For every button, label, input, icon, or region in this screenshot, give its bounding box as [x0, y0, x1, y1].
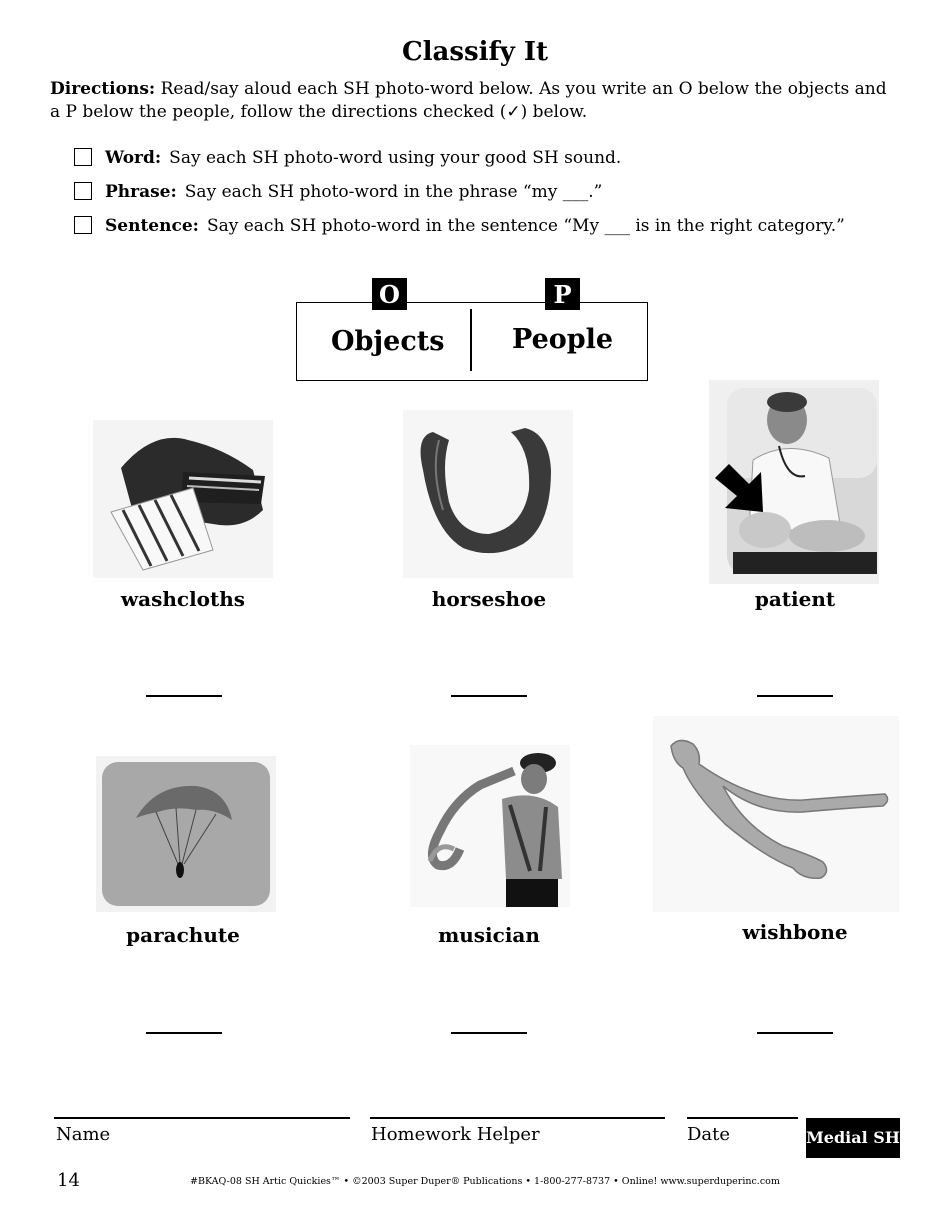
people-label: People	[512, 324, 614, 355]
option-word-label: Word:	[105, 148, 162, 168]
people-letter-badge: P	[545, 278, 580, 310]
horseshoe-photo	[403, 410, 573, 578]
patient-photo	[709, 380, 879, 584]
homework-helper-label: Homework Helper	[371, 1124, 540, 1145]
objects-letter-badge: O	[372, 278, 407, 310]
answer-line-washcloths[interactable]	[146, 695, 222, 697]
answer-line-wishbone[interactable]	[757, 1032, 833, 1034]
option-word-text: Say each SH photo-word using your good SH sound.	[169, 148, 622, 168]
option-phrase-text: Say each SH photo-word in the phrase “my ___.”	[184, 182, 603, 202]
parachute-photo	[96, 756, 276, 912]
word-checkbox[interactable]	[74, 148, 92, 166]
washcloths-photo	[93, 420, 273, 578]
word-washcloths: washcloths	[120, 587, 246, 611]
medial-sh-tag: Medial SH	[806, 1118, 900, 1158]
answer-line-parachute[interactable]	[146, 1032, 222, 1034]
option-phrase-label: Phrase:	[105, 182, 177, 202]
date-line[interactable]	[687, 1117, 798, 1119]
sentence-checkbox[interactable]	[74, 216, 92, 234]
answer-line-horseshoe[interactable]	[451, 695, 527, 697]
directions-text: Read/say aloud each SH photo-word below. As you write an O below the objects and a P below the people, follow the directions checked (✓) below.	[50, 79, 887, 122]
word-patient: patient	[754, 587, 836, 611]
date-label: Date	[687, 1124, 731, 1145]
directions-label: Directions:	[50, 79, 156, 99]
option-sentence-text: Say each SH photo-word in the sentence “My ___ is in the right category.”	[206, 216, 845, 236]
option-sentence-label: Sentence:	[105, 216, 199, 236]
musician-photo	[410, 745, 570, 907]
page-title: Classify It	[401, 37, 549, 67]
name-line[interactable]	[54, 1117, 350, 1119]
word-wishbone: wishbone	[742, 920, 848, 944]
objects-label: Objects	[331, 326, 445, 357]
page-number: 14	[57, 1170, 80, 1191]
homework-helper-line[interactable]	[370, 1117, 665, 1119]
footer: #BKAQ-08 SH Artic Quickies™ • ©2003 Super Duper® Publications • 1-800-277-8737 • Online! www.superduperinc.com	[190, 1176, 780, 1187]
name-label: Name	[56, 1124, 111, 1145]
word-parachute: parachute	[126, 923, 240, 947]
answer-line-musician[interactable]	[451, 1032, 527, 1034]
answer-line-patient[interactable]	[757, 695, 833, 697]
phrase-checkbox[interactable]	[74, 182, 92, 200]
category-divider	[470, 309, 472, 371]
wishbone-photo	[653, 716, 899, 912]
directions	[50, 78, 890, 124]
word-musician: musician	[438, 923, 540, 947]
word-horseshoe: horseshoe	[431, 587, 547, 611]
